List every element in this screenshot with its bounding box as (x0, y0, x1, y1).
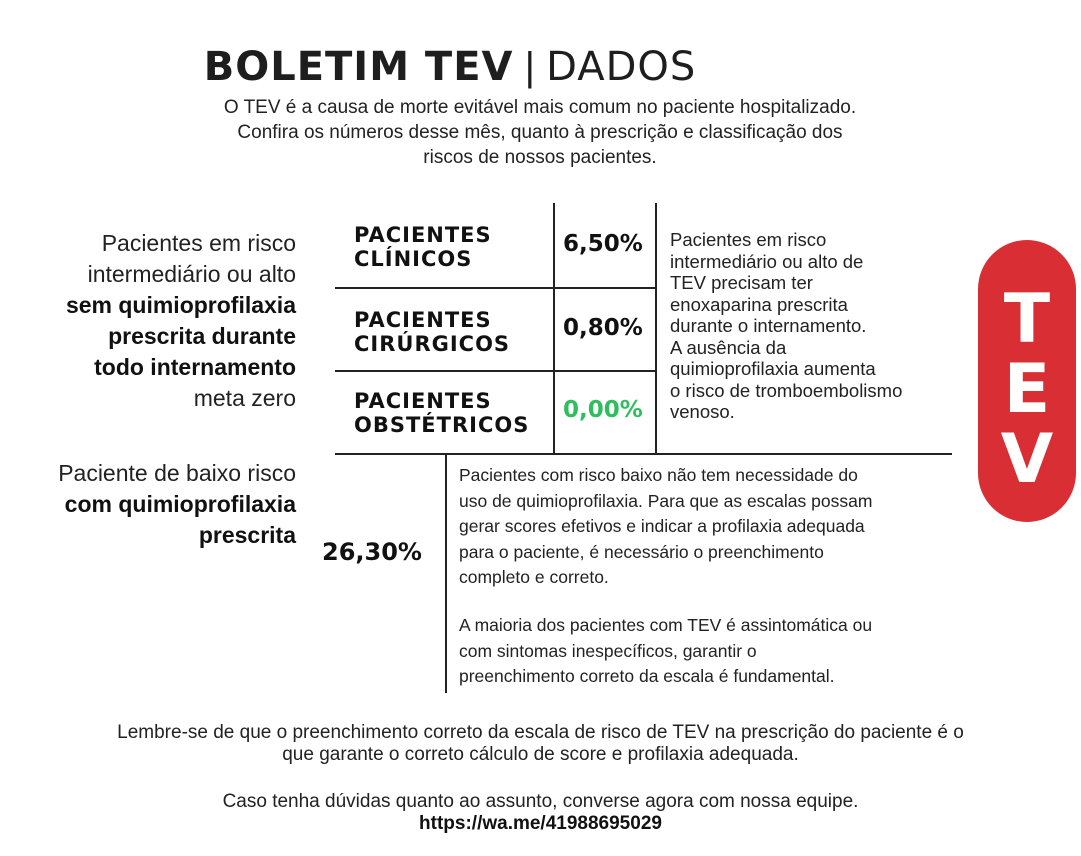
title-secondary: DADOS (546, 44, 697, 90)
category-line: PACIENTES (354, 308, 492, 332)
paragraph-line: Pacientes com risco baixo não tem necessidade do (459, 465, 858, 485)
paragraph-line: com sintomas inespecíficos, garantir o (459, 640, 757, 661)
paragraph-line: uso de quimioprofilaxia. Para que as escalas possam (459, 490, 873, 511)
description-line: enoxaparina prescrita (670, 293, 848, 315)
footer-contact (30, 791, 1051, 835)
label-low-risk (10, 458, 296, 551)
description-line: quimioprofilaxia aumenta (670, 358, 876, 379)
badge-letter: V (1000, 420, 1054, 499)
high-risk-description (670, 229, 960, 423)
paragraph-line: para o paciente, é necessário o preenchimento (459, 541, 824, 562)
category-line: PACIENTES (354, 223, 492, 247)
low-risk-paragraph-2 (459, 613, 959, 690)
divider-vertical-3 (445, 455, 447, 693)
category-line: CIRÚRGICOS (354, 332, 511, 356)
badge-letter: E (1003, 350, 1051, 429)
divider-horizontal-main (335, 453, 952, 455)
divider-row-2 (335, 370, 657, 372)
category-line: PACIENTES (354, 389, 492, 413)
label-line-bold: com quimioprofilaxia (64, 491, 296, 517)
category-line: CLÍNICOS (354, 247, 473, 271)
description-line: A ausência da (670, 336, 787, 358)
description-line: Pacientes em risco (670, 229, 827, 250)
contact-text: Caso tenha dúvidas quanto ao assunto, converse agora com nossa equipe. (222, 791, 859, 812)
percent-clinicos: 6,50% (563, 231, 643, 257)
percent-obstetricos: 0,00% (563, 397, 643, 423)
paragraph-line: gerar scores efetivos e indicar a profilaxia adequada (459, 516, 865, 536)
intro-line: Confira os números desse mês, quanto à prescrição e classificação dos (237, 122, 843, 143)
description-line: o risco de tromboembolismo (670, 379, 903, 401)
label-line: Paciente de baixo risco (58, 460, 296, 486)
label-line-bold: todo internamento (94, 354, 296, 380)
intro-line: riscos de nossos pacientes. (423, 147, 657, 168)
intro-line: O TEV é a causa de morte evitável mais comum no paciente hospitalizado. (223, 97, 857, 118)
category-line: OBSTÉTRICOS (354, 413, 530, 437)
title-main: BOLETIM TEV (203, 44, 514, 90)
category-obstetricos (354, 389, 529, 437)
label-line: meta zero (193, 385, 296, 411)
label-line-bold: sem quimioprofilaxia (65, 292, 296, 318)
label-line: intermediário ou alto (87, 261, 296, 287)
paragraph-line: completo e correto. (459, 567, 609, 587)
whatsapp-link[interactable]: https://wa.me/41988695029 (419, 813, 662, 834)
page-title (0, 44, 900, 90)
label-line-bold: prescrita (198, 522, 296, 548)
badge-letter: T (1003, 280, 1051, 359)
description-line: TEV precisam ter (670, 272, 813, 293)
low-risk-paragraph-1 (459, 463, 959, 591)
divider-row-1 (335, 287, 657, 289)
tev-badge (978, 240, 1076, 522)
percent-low-risk: 26,30% (322, 538, 422, 566)
description-line: venoso. (670, 401, 735, 422)
label-line: Pacientes em risco (101, 230, 296, 256)
paragraph-line: A maioria dos pacientes com TEV é assintomática ou (459, 615, 873, 635)
title-separator: | (524, 45, 536, 89)
description-line: durante o internamento. (670, 315, 867, 336)
label-high-risk (10, 228, 296, 414)
footer-reminder (30, 722, 1051, 766)
category-clinicos (354, 223, 492, 271)
footer-line: Lembre-se de que o preenchimento correto da escala de risco de TEV na prescrição do paciente é o (117, 722, 964, 743)
divider-vertical-2 (655, 203, 657, 454)
paragraph-line: preenchimento correto da escala é fundamental. (459, 666, 835, 686)
percent-cirurgicos: 0,80% (563, 315, 643, 341)
category-cirurgicos (354, 308, 510, 356)
description-line: intermediário ou alto de (670, 250, 864, 272)
intro-text (140, 95, 940, 170)
divider-vertical-1 (553, 203, 555, 454)
label-line-bold: prescrita durante (108, 323, 296, 349)
footer-line: que garante o correto cálculo de score e profilaxia adequada. (282, 744, 799, 765)
